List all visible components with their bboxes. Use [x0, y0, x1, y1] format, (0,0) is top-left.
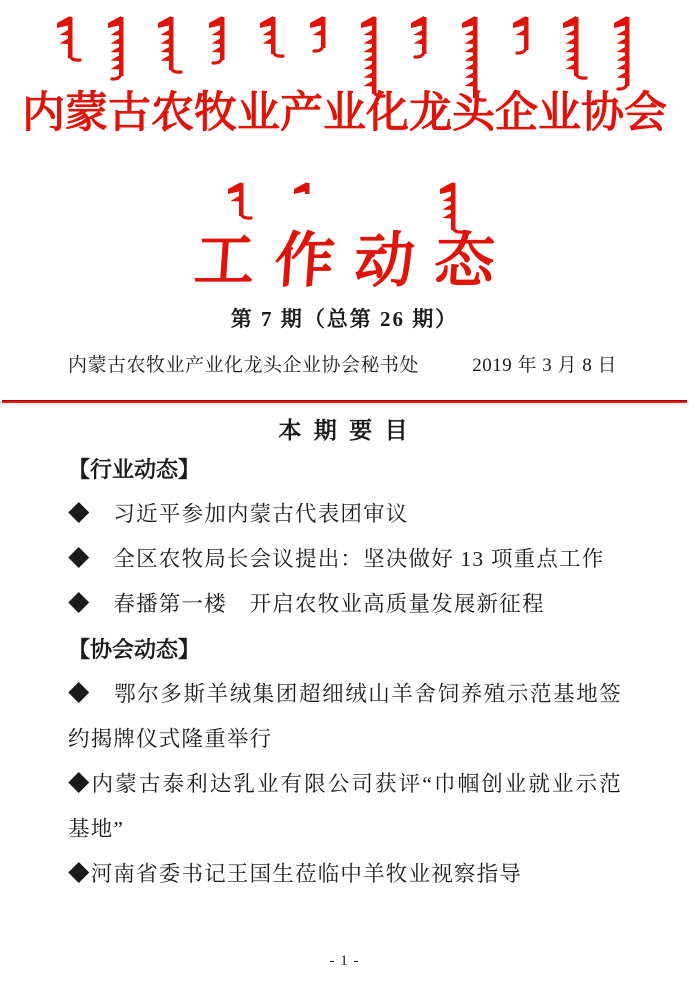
toc-item: ◆内蒙古泰利达乳业有限公司获评“巾帼创业就业示范基地”	[68, 772, 622, 841]
mongolian-word-glyph	[408, 14, 436, 60]
mongolian-word-glyph	[291, 180, 319, 200]
red-separator-rule	[2, 400, 687, 403]
mongolian-word-glyph	[225, 180, 253, 222]
toc-list	[68, 447, 622, 897]
page-number: - 1 -	[329, 953, 360, 969]
issue-date: 2019 年 3 月 8 日	[472, 355, 617, 376]
mongolian-word-glyph	[105, 14, 133, 82]
bulletin-title: 工作动态	[192, 228, 517, 294]
mongolian-word-glyph	[510, 14, 538, 56]
publisher-name: 内蒙古农牧业产业化龙头企业协会秘书处	[68, 355, 420, 376]
issue-line: 第 7 期（总第 26 期）	[230, 307, 459, 331]
mongolian-word-glyph	[611, 14, 639, 92]
mongolian-word-glyph	[155, 14, 183, 76]
mongolian-word-glyph	[307, 14, 335, 54]
toc-item: ◆ 鄂尔多斯羊绒集团超细绒山羊舍饲养殖示范基地签约揭牌仪式隆重举行	[68, 682, 622, 751]
publisher-row	[68, 350, 617, 377]
toc-heading: 本 期 要 目	[278, 417, 411, 443]
mongolian-word-glyph	[206, 14, 234, 66]
toc-item: ◆ 习近平参加内蒙古代表团审议	[68, 502, 409, 526]
mongolian-word-glyph	[54, 14, 82, 64]
toc-section-title-association: 【协会动态】	[68, 637, 201, 662]
org-name-title: 内蒙古农牧业产业化龙头企业协会	[22, 90, 667, 137]
toc-item: ◆河南省委书记王国生莅临中羊牧业视察指导	[68, 862, 523, 886]
mongolian-word-glyph	[257, 14, 285, 60]
toc-section-title-industry: 【行业动态】	[68, 457, 201, 482]
toc-item: ◆ 春播第一楼 开启农牧业高质量发展新征程	[68, 592, 545, 616]
mongolian-word-glyph	[560, 14, 588, 82]
toc-item: ◆ 全区农牧局长会议提出：坚决做好 13 项重点工作	[68, 547, 605, 571]
